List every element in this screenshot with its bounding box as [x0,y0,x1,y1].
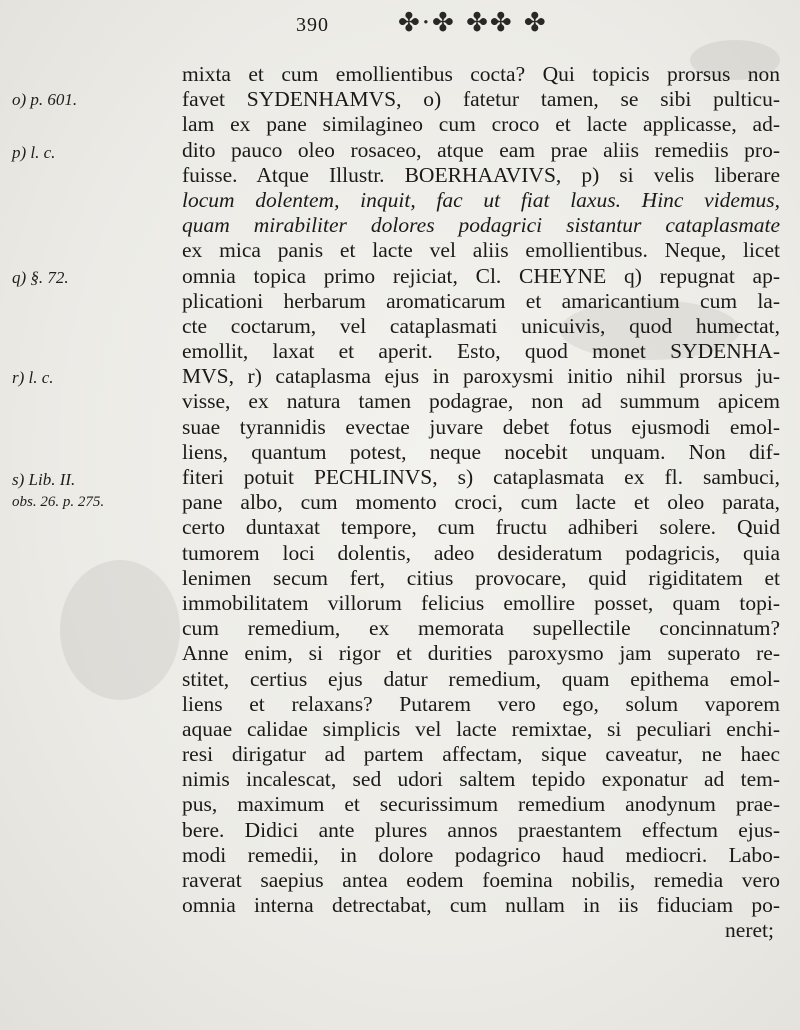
page-number: 390 [296,14,329,36]
text-line: raverat saepius antea eodem foemina nobilis, remedia vero [182,868,780,892]
text-line: favet SYDENHAMVS, o) fatetur tamen, se sibi pulticu- [182,87,780,112]
text-line: visse, ex natura tamen podagrae, non ad summum apicem [182,389,780,414]
text-line: omnia topica primo rejiciat, Cl. CHEYNE q) repugnat ap- [182,263,780,288]
text-line: plicationi herbarum aromaticarum et amaricantium cum la- [182,288,780,313]
text-line: locum dolentem, inquit, fac ut fiat laxus. Hinc videmus, [182,187,780,212]
text-line: liens et relaxans? Putarem vero ego, solum vaporem [182,691,780,716]
text-line: lam ex pane similagineo cum croco et lacte applicasse, ad- [182,112,780,137]
text-line: dito pauco oleo rosaceo, atque eam prae aliis remediis pro- [182,137,780,162]
text-line: Anne enim, si rigor et durities paroxysmo jam superato re- [182,641,780,666]
text-line: lenimen secum fert, citius provocare, quid rigiditatem et [182,565,780,590]
text-line: omnia interna detrectabat, cum nullam in iis fiduciam po- [182,893,780,918]
text-line: aquae calidae simplicis vel lacte remixtae, si peculiari enchi- [182,716,780,741]
text-line: modi remedii, in dolore podagrico haud mediocri. Labo- [182,842,780,867]
margin-notes [0,0,180,1030]
margin-note-o: o) p. 601. [12,90,78,109]
text-line: pus, maximum et securissimum remedium anodynum prae- [182,792,780,817]
text-line: stitet, certius ejus datur remedium, quam epithema emol- [182,666,780,691]
text-line: quam mirabiliter dolores podagrici sistantur cataplasmate [182,213,780,238]
text-line: resi dirigatur ad partem affectam, sique caveatur, ne haec [182,742,780,767]
text-line: MVS, r) cataplasma ejus in paroxysmi initio nihil prorsus ju- [182,364,780,389]
text-line: nimis incalescat, sed udori saltem tepido exponatur ad tem- [182,767,780,792]
text-line: cum remedium, ex memorata supellectile concinnatum? [182,616,780,641]
margin-note-s: s) Lib. II. [12,470,76,489]
text-line: fiteri potuit PECHLINVS, s) cataplasmata ex fl. sambuci, [182,465,780,489]
text-line: pane albo, cum momento croci, cum lacte et oleo parata, [182,490,780,515]
text-line: immobilitatem villorum felicius emollire posset, quam topi- [182,590,780,615]
margin-note-s-cont: obs. 26. p. 275. [12,494,105,510]
text-line: mixta et cum emollientibus cocta? Qui topicis prorsus non [182,62,780,86]
margin-note-p: p) l. c. [12,143,56,162]
text-line: suae tyrannidis evectae juvare debet fotus ejusmodi emol- [182,414,780,439]
text-line: ex mica panis et lacte vel aliis emollientibus. Neque, licet [182,238,780,263]
catchword: neret; [725,918,774,943]
margin-note-r: r) l. c. [12,368,54,387]
text-line: tumorem loci dolentis, adeo desideratum podagricis, quia [182,540,780,565]
ornament-icon: ✤·✤ ✤✤ ✤ [398,8,548,38]
text-line: emollit, laxat et aperit. Esto, quod monet SYDENHA- [182,339,780,364]
text-line: bere. Didici ante plures annos praestantem effectum ejus- [182,817,780,842]
margin-note-q: q) §. 72. [12,268,69,287]
text-line: cte coctarum, vel cataplasmati unicuivis, quod humectat, [182,313,780,338]
text-line: certo duntaxat tempore, cum fructu adhiberi solere. Quid [182,515,780,540]
text-line: liens, quantum potest, neque nocebit unquam. Non dif- [182,439,780,464]
main-text [182,62,780,944]
text-line: fuisse. Atque Illustr. BOERHAAVIVS, p) si velis liberare [182,162,780,187]
